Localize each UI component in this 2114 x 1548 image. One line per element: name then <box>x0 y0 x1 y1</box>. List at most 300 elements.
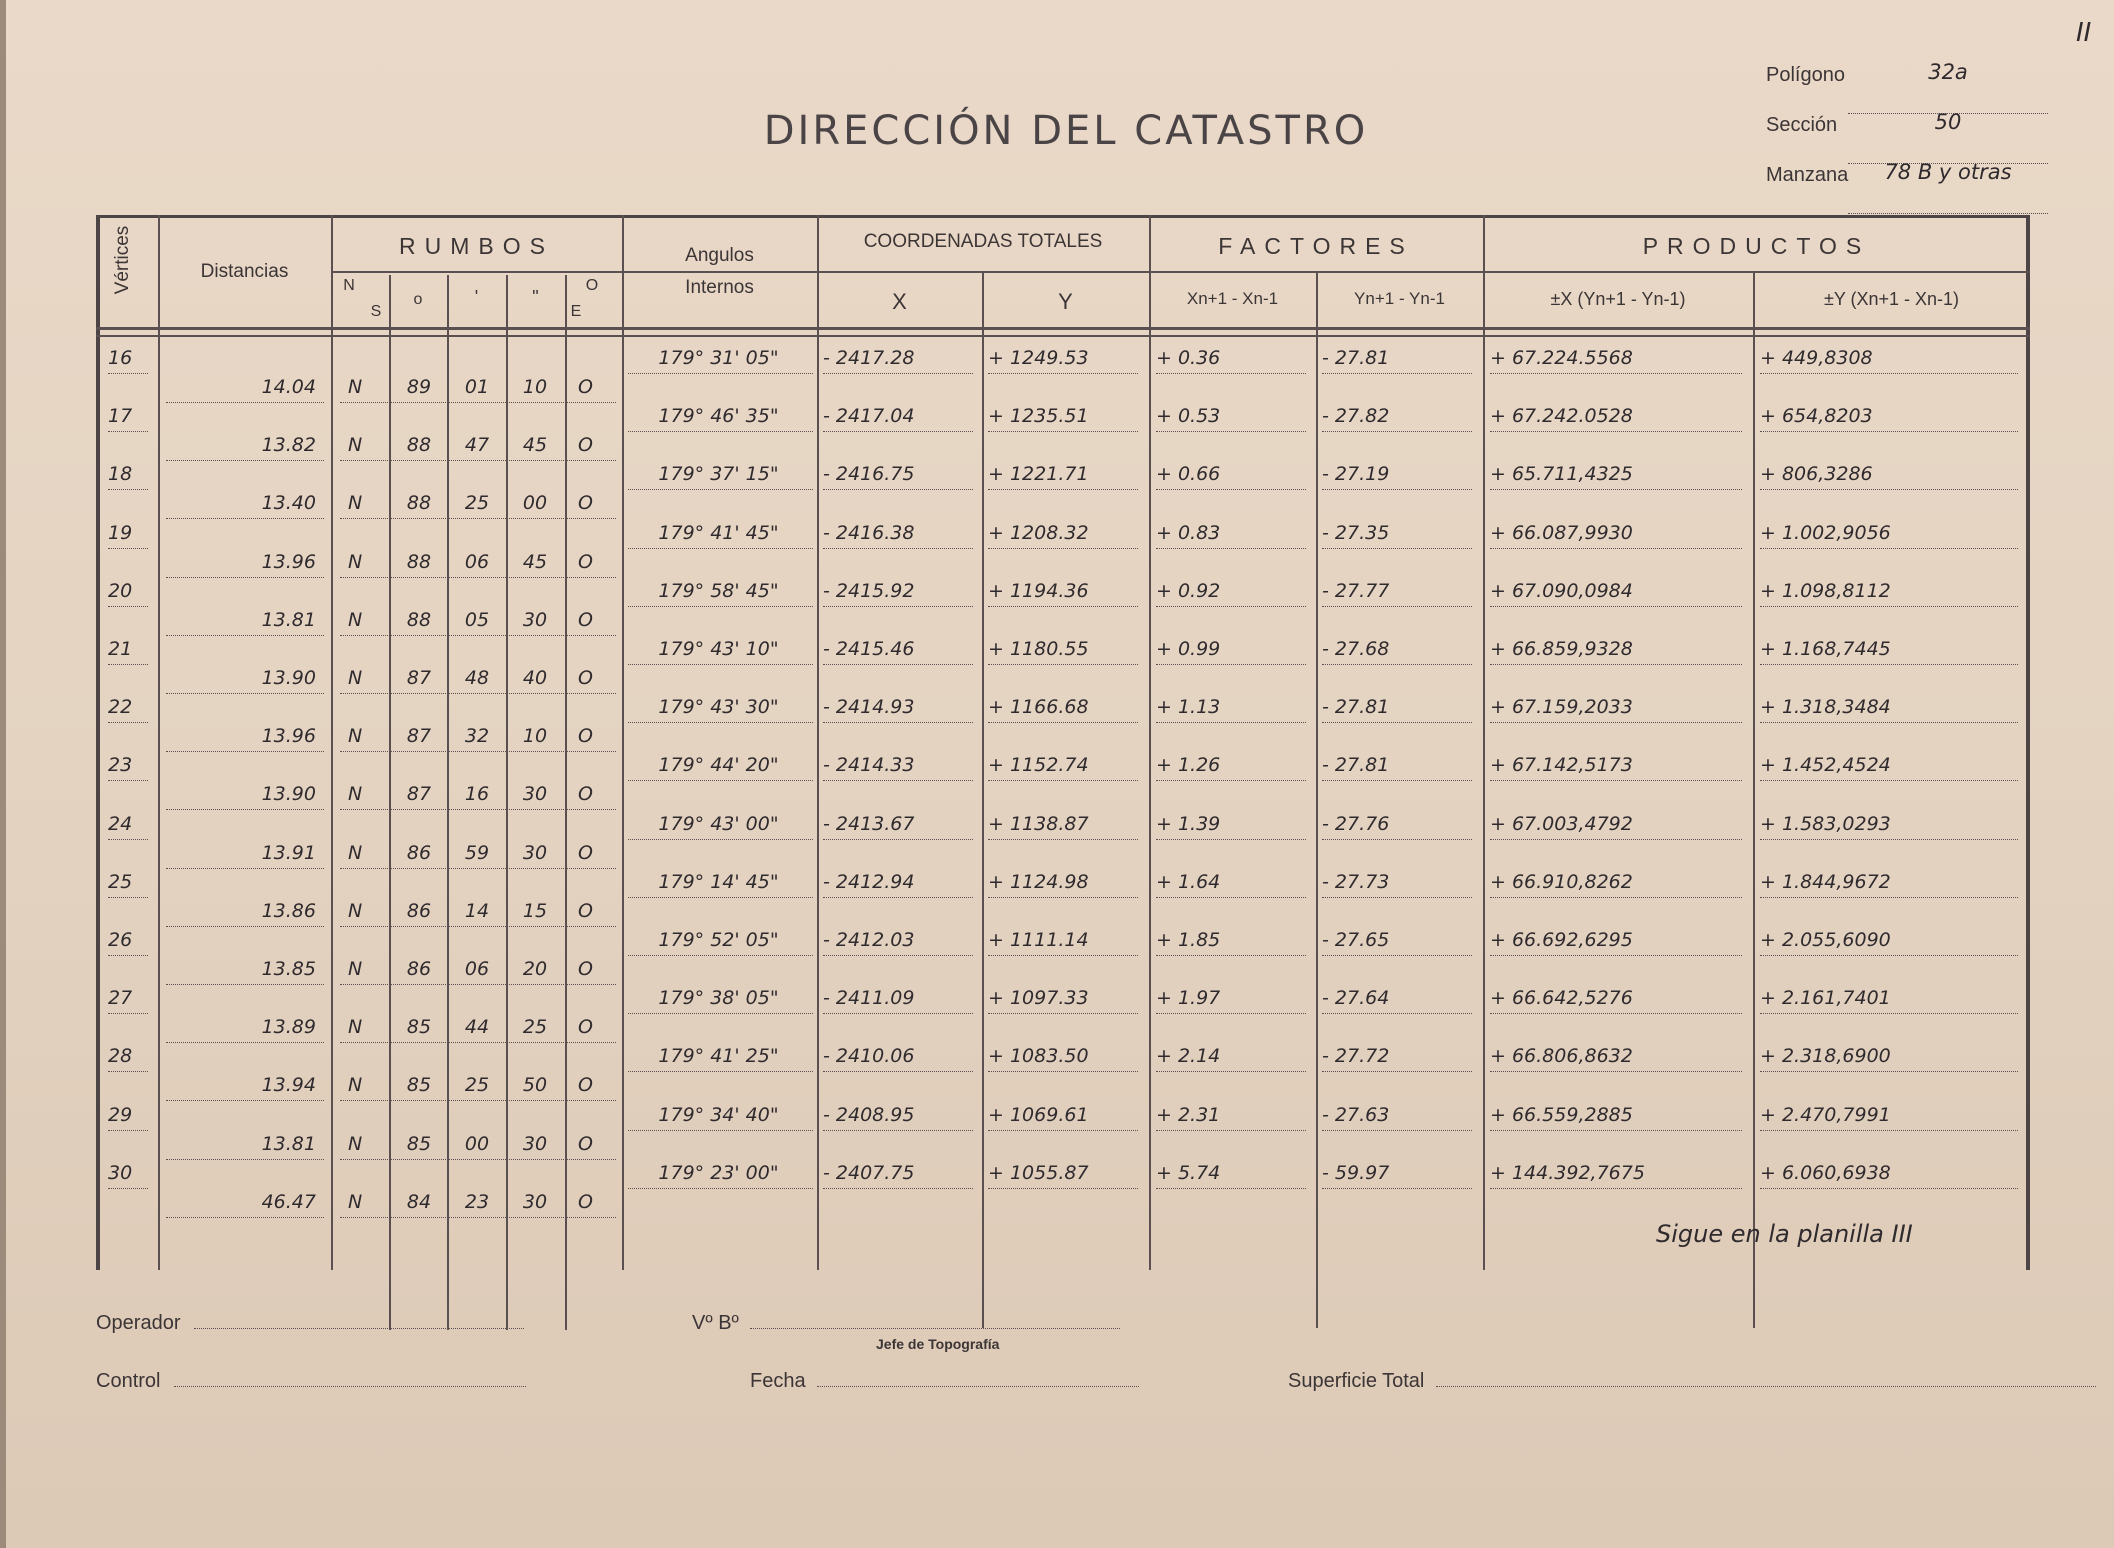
coord-x-underline <box>823 955 973 956</box>
producto-y-underline <box>1760 839 2018 840</box>
rumbo-degrees: 85 <box>406 1074 432 1097</box>
producto-x: + 67.224.5568 <box>1490 347 1633 369</box>
producto-y: + 1.452,4524 <box>1760 754 1891 777</box>
producto-y-underline <box>1760 664 2018 665</box>
rumbo-ns: N <box>348 667 363 689</box>
factor-x: + 0.83 <box>1156 521 1221 544</box>
producto-x: + 66.692,6295 <box>1490 929 1633 951</box>
rumbo-underline <box>340 1159 616 1160</box>
vertex-underline <box>108 897 148 898</box>
factor-x-underline <box>1156 1013 1306 1014</box>
rumbo-seconds: 30 <box>522 783 548 806</box>
producto-x-underline <box>1490 431 1742 432</box>
vertex-number: 29 <box>108 1103 133 1126</box>
factor-y: - 27.73 <box>1322 870 1390 893</box>
coord-y: + 1249.53 <box>988 347 1089 369</box>
coord-y-underline <box>988 780 1138 781</box>
producto-x-underline <box>1490 1188 1742 1189</box>
coord-y-underline <box>988 1130 1138 1131</box>
factor-y-underline <box>1322 664 1472 665</box>
angle-underline <box>628 1013 813 1014</box>
internal-angle: 179° 58' 45" <box>658 579 779 602</box>
vertex-number: 18 <box>108 463 133 486</box>
producto-x-underline <box>1490 780 1742 781</box>
rumbo-minutes: 06 <box>464 958 490 980</box>
rumbo-oe: O <box>578 841 593 864</box>
distance-underline <box>166 402 324 403</box>
distance-underline <box>166 984 324 985</box>
rumbo-degrees: 86 <box>406 899 432 922</box>
coord-x: - 2415.92 <box>823 579 915 602</box>
rumbo-seconds: 30 <box>522 841 548 864</box>
factor-x-underline <box>1156 548 1306 549</box>
rumbo-underline <box>340 926 616 927</box>
jefe-topografia-label: Jefe de Topografía <box>876 1336 1000 1352</box>
coord-x-underline <box>823 548 973 549</box>
vertex-underline <box>108 664 148 665</box>
coord-x: - 2407.75 <box>823 1161 915 1184</box>
internal-angle: 179° 43' 30" <box>658 696 779 719</box>
rumbo-oe: O <box>578 1190 593 1213</box>
distance-underline <box>166 926 324 927</box>
distance-underline <box>166 751 324 752</box>
producto-x: + 67.159,2033 <box>1490 696 1633 719</box>
vertex-underline <box>108 548 148 549</box>
factor-y-underline <box>1322 839 1472 840</box>
producto-y: + 6.060,6938 <box>1760 1161 1891 1184</box>
control-label: Control <box>96 1370 161 1392</box>
factor-x: + 1.39 <box>1156 812 1221 835</box>
producto-x: + 67.090,0984 <box>1490 579 1633 602</box>
producto-y-underline <box>1760 1013 2018 1014</box>
rumbo-underline <box>340 868 616 869</box>
rumbo-degrees: 86 <box>406 841 432 864</box>
coord-x-underline <box>823 1130 973 1131</box>
coord-x-underline <box>823 373 973 374</box>
producto-y-underline <box>1760 606 2018 607</box>
header-rumbos: RUMBOS <box>399 233 554 259</box>
rumbo-underline <box>340 1217 616 1218</box>
producto-y-underline <box>1760 955 2018 956</box>
header-rumbos-s: S <box>370 303 382 320</box>
coord-y: + 1138.87 <box>988 812 1089 835</box>
factor-x: + 1.26 <box>1156 754 1221 777</box>
rumbo-degrees: 88 <box>406 492 432 515</box>
vertex-underline <box>108 839 148 840</box>
factor-y: - 27.76 <box>1322 812 1390 835</box>
coord-x: - 2412.94 <box>823 870 915 893</box>
seccion-field <box>1766 110 1962 137</box>
seccion-label: Sección <box>1766 114 1838 136</box>
header-angulos-2: Internos <box>685 277 754 298</box>
factor-y: - 27.64 <box>1322 987 1390 1010</box>
vb-label: Vº Bº <box>692 1312 739 1334</box>
vertex-number: 24 <box>108 812 133 835</box>
coord-x-underline <box>823 839 973 840</box>
factor-y-underline <box>1322 373 1472 374</box>
producto-y: + 2.055,6090 <box>1760 929 1891 951</box>
factor-y-underline <box>1322 955 1472 956</box>
producto-y-underline <box>1760 897 2018 898</box>
distance-underline <box>166 693 324 694</box>
factor-y: - 27.81 <box>1322 347 1390 369</box>
angle-underline <box>628 489 813 490</box>
factor-x-underline <box>1156 955 1306 956</box>
coord-y: + 1083.50 <box>988 1045 1089 1068</box>
rumbo-oe: O <box>578 434 593 457</box>
rumbo-underline <box>340 1042 616 1043</box>
internal-angle: 179° 34' 40" <box>658 1103 779 1126</box>
operador-label: Operador <box>96 1312 181 1334</box>
factor-y: - 27.81 <box>1322 754 1390 777</box>
coord-y-underline <box>988 1188 1138 1189</box>
rumbo-underline <box>340 1100 616 1101</box>
rumbo-underline <box>340 402 616 403</box>
internal-angle: 179° 31' 05" <box>658 347 779 369</box>
header-productos: PRODUCTOS <box>1642 233 1871 259</box>
vertex-number: 16 <box>108 347 133 369</box>
distance: 13.85 <box>261 958 316 980</box>
coord-x-underline <box>823 606 973 607</box>
factor-y: - 27.81 <box>1322 696 1390 719</box>
factor-y-underline <box>1322 1188 1472 1189</box>
producto-x-underline <box>1490 606 1742 607</box>
coord-y: + 1055.87 <box>988 1161 1089 1184</box>
factor-y-underline <box>1322 1130 1472 1131</box>
producto-x: + 144.392,7675 <box>1490 1161 1645 1184</box>
coord-y: + 1208.32 <box>988 521 1089 544</box>
rumbo-underline <box>340 635 616 636</box>
rumbo-oe: O <box>578 783 593 806</box>
rumbo-underline <box>340 984 616 985</box>
header-coordenadas: COORDENADAS TOTALES <box>863 231 1103 252</box>
header-vertices: Vértices <box>112 225 133 295</box>
rumbo-oe: O <box>578 725 593 748</box>
poligono-label: Polígono <box>1766 64 1845 86</box>
rumbo-ns: N <box>348 434 363 457</box>
coord-x: - 2410.06 <box>823 1045 915 1068</box>
angle-underline <box>628 1071 813 1072</box>
rumbo-degrees: 88 <box>406 608 432 631</box>
vertex-number: 25 <box>108 870 133 893</box>
producto-y: + 1.098,8112 <box>1760 579 1891 602</box>
distance-underline <box>166 1100 324 1101</box>
rumbo-underline <box>340 518 616 519</box>
survey-table <box>96 215 2030 1270</box>
manzana-value: 78 B y otras <box>1884 160 2012 184</box>
distance-underline <box>166 460 324 461</box>
internal-angle: 179° 41' 45" <box>658 521 779 544</box>
rumbo-oe: O <box>578 376 593 398</box>
superficie-label: Superficie Total <box>1288 1370 1425 1392</box>
rumbo-minutes: 01 <box>464 376 490 398</box>
producto-y: + 1.583,0293 <box>1760 812 1891 835</box>
rumbo-oe: O <box>578 492 593 515</box>
coord-x: - 2416.38 <box>823 521 915 544</box>
header-px: ±X (Yn+1 - Yn-1) <box>1550 289 1686 309</box>
producto-y-underline <box>1760 1130 2018 1131</box>
producto-y: + 2.470,7991 <box>1760 1103 1891 1126</box>
angle-underline <box>628 1130 813 1131</box>
producto-y: + 1.168,7445 <box>1760 638 1891 660</box>
internal-angle: 179° 52' 05" <box>658 929 779 951</box>
producto-y: + 449,8308 <box>1760 347 1873 369</box>
factor-x-underline <box>1156 664 1306 665</box>
angle-underline <box>628 664 813 665</box>
coord-y: + 1194.36 <box>988 579 1089 602</box>
angle-underline <box>628 1188 813 1189</box>
factor-x: + 0.36 <box>1156 347 1221 369</box>
vertex-underline <box>108 1188 148 1189</box>
rumbo-ns: N <box>348 783 363 806</box>
distance: 13.89 <box>261 1016 316 1039</box>
factor-x: + 0.66 <box>1156 463 1221 486</box>
distance: 13.86 <box>261 899 316 922</box>
producto-x: + 66.087,9930 <box>1490 521 1633 544</box>
header-py: ±Y (Xn+1 - Xn-1) <box>1823 289 1960 309</box>
factor-y-underline <box>1322 1071 1472 1072</box>
rumbo-oe: O <box>578 1132 593 1155</box>
factor-x-underline <box>1156 373 1306 374</box>
vb-field <box>692 1310 1120 1335</box>
header-rumbos-min: ' <box>474 287 479 307</box>
producto-x: + 66.910,8262 <box>1490 870 1633 893</box>
coord-x: - 2413.67 <box>823 812 915 835</box>
producto-x: + 67.242.0528 <box>1490 405 1633 428</box>
coord-x-underline <box>823 1071 973 1072</box>
factor-x: + 0.99 <box>1156 638 1221 660</box>
distance: 46.47 <box>261 1190 316 1213</box>
coord-y-underline <box>988 548 1138 549</box>
producto-y-underline <box>1760 780 2018 781</box>
vertex-number: 27 <box>108 987 133 1010</box>
factor-x-underline <box>1156 489 1306 490</box>
vertex-underline <box>108 431 148 432</box>
coord-x-underline <box>823 897 973 898</box>
rumbo-seconds: 30 <box>522 1190 548 1213</box>
rumbo-oe: O <box>578 1016 593 1039</box>
poligono-field <box>1766 60 1968 87</box>
distance: 14.04 <box>261 376 316 398</box>
seccion-value: 50 <box>1934 110 1962 134</box>
header-angulos-1: Angulos <box>685 245 754 266</box>
rumbo-minutes: 48 <box>464 667 490 689</box>
producto-y: + 1.002,9056 <box>1760 521 1891 544</box>
vertex-number: 17 <box>108 405 133 428</box>
distance: 13.96 <box>261 725 316 748</box>
factor-x-underline <box>1156 1188 1306 1189</box>
rumbo-oe: O <box>578 608 593 631</box>
coord-x-underline <box>823 664 973 665</box>
coord-y-underline <box>988 1071 1138 1072</box>
rumbo-minutes: 32 <box>464 725 490 748</box>
header-rumbos-sec: " <box>532 287 539 307</box>
producto-x: + 67.003,4792 <box>1490 812 1633 835</box>
header-rumbos-n: N <box>343 277 355 294</box>
producto-y: + 1.844,9672 <box>1760 870 1891 893</box>
superficie-field <box>1288 1368 2096 1393</box>
rumbo-degrees: 89 <box>406 376 432 398</box>
factor-y: - 27.35 <box>1322 521 1390 544</box>
angle-underline <box>628 606 813 607</box>
rumbo-seconds: 30 <box>522 608 548 631</box>
producto-x-underline <box>1490 722 1742 723</box>
rumbo-ns: N <box>348 1132 363 1155</box>
internal-angle: 179° 14' 45" <box>658 870 779 893</box>
poligono-value: 32a <box>1928 60 1968 84</box>
rumbo-minutes: 59 <box>464 841 490 864</box>
producto-x: + 67.142,5173 <box>1490 754 1633 777</box>
producto-x-underline <box>1490 489 1742 490</box>
coord-y-underline <box>988 606 1138 607</box>
angle-underline <box>628 431 813 432</box>
distance: 13.82 <box>261 434 316 457</box>
rumbo-degrees: 87 <box>406 667 432 689</box>
rumbo-minutes: 14 <box>464 899 490 922</box>
factor-x: + 1.64 <box>1156 870 1221 893</box>
producto-x: + 65.711,4325 <box>1490 463 1633 486</box>
form-title: DIRECCIÓN DEL CATASTRO <box>763 108 1369 154</box>
rumbo-oe: O <box>578 1074 593 1097</box>
coord-y: + 1111.14 <box>988 929 1089 951</box>
coord-x-underline <box>823 1188 973 1189</box>
coord-y: + 1235.51 <box>988 405 1089 428</box>
manzana-label: Manzana <box>1766 164 1849 186</box>
vertex-underline <box>108 373 148 374</box>
header-fy: Yn+1 - Yn-1 <box>1354 289 1445 308</box>
producto-x-underline <box>1490 373 1742 374</box>
rumbo-seconds: 10 <box>522 376 548 398</box>
distance-underline <box>166 518 324 519</box>
producto-x-underline <box>1490 1130 1742 1131</box>
vertex-underline <box>108 489 148 490</box>
producto-y: + 2.161,7401 <box>1760 987 1891 1010</box>
vertex-number: 26 <box>108 929 133 951</box>
rumbo-underline <box>340 577 616 578</box>
rumbo-seconds: 15 <box>522 899 548 922</box>
producto-y-underline <box>1760 431 2018 432</box>
rumbo-ns: N <box>348 492 363 515</box>
factor-y: - 27.63 <box>1322 1103 1390 1126</box>
header-distancias: Distancias <box>200 261 289 282</box>
vertex-underline <box>108 1130 148 1131</box>
rumbo-ns: N <box>348 1190 363 1213</box>
factor-y-underline <box>1322 722 1472 723</box>
vertex-number: 21 <box>108 638 133 660</box>
rumbo-ns: N <box>348 376 363 398</box>
factor-x: + 1.13 <box>1156 696 1221 719</box>
internal-angle: 179° 43' 10" <box>658 638 779 660</box>
angle-underline <box>628 373 813 374</box>
coord-x-underline <box>823 431 973 432</box>
header-rumbos-o: O <box>585 277 599 294</box>
vertex-number: 23 <box>108 754 133 777</box>
rumbo-minutes: 47 <box>464 434 490 457</box>
factor-x: + 0.92 <box>1156 579 1221 602</box>
distance-underline <box>166 1159 324 1160</box>
factor-y-underline <box>1322 1013 1472 1014</box>
rumbo-minutes: 23 <box>464 1190 490 1213</box>
factor-y-underline <box>1322 780 1472 781</box>
rumbo-degrees: 87 <box>406 725 432 748</box>
rumbo-underline <box>340 460 616 461</box>
producto-x-underline <box>1490 839 1742 840</box>
rumbo-seconds: 45 <box>522 550 548 573</box>
factor-y-underline <box>1322 431 1472 432</box>
rumbo-seconds: 30 <box>522 1132 548 1155</box>
rumbo-ns: N <box>348 1016 363 1039</box>
producto-x-underline <box>1490 955 1742 956</box>
vertex-number: 19 <box>108 521 133 544</box>
factor-x: + 5.74 <box>1156 1161 1221 1184</box>
distance-underline <box>166 809 324 810</box>
coord-x: - 2411.09 <box>823 987 915 1010</box>
factor-x: + 1.85 <box>1156 929 1221 951</box>
distance: 13.81 <box>261 608 316 631</box>
distance: 13.90 <box>261 783 316 806</box>
vertex-number: 28 <box>108 1045 133 1068</box>
angle-underline <box>628 839 813 840</box>
producto-x: + 66.642,5276 <box>1490 987 1633 1010</box>
rumbo-underline <box>340 809 616 810</box>
vertex-number: 20 <box>108 579 133 602</box>
factor-y: - 27.68 <box>1322 638 1390 660</box>
coord-y-underline <box>988 722 1138 723</box>
factor-y: - 27.19 <box>1322 463 1390 486</box>
rumbo-degrees: 88 <box>406 550 432 573</box>
header-rumbos-e: E <box>570 303 582 320</box>
rumbo-ns: N <box>348 958 363 980</box>
fecha-field <box>750 1368 1139 1393</box>
fecha-label: Fecha <box>750 1370 806 1392</box>
factor-x-underline <box>1156 606 1306 607</box>
rumbo-oe: O <box>578 667 593 689</box>
producto-y-underline <box>1760 489 2018 490</box>
rumbo-degrees: 84 <box>406 1190 432 1213</box>
rumbo-seconds: 25 <box>522 1016 548 1039</box>
header-y: Y <box>1058 289 1073 314</box>
coord-x-underline <box>823 780 973 781</box>
distance-underline <box>166 1217 324 1218</box>
angle-underline <box>628 955 813 956</box>
rumbo-degrees: 87 <box>406 783 432 806</box>
rumbo-ns: N <box>348 725 363 748</box>
coord-x: - 2414.93 <box>823 696 915 719</box>
distance: 13.90 <box>261 667 316 689</box>
distance: 13.96 <box>261 550 316 573</box>
rumbo-minutes: 00 <box>464 1132 490 1155</box>
coord-y-underline <box>988 664 1138 665</box>
coord-x: - 2416.75 <box>823 463 915 486</box>
coord-y-underline <box>988 489 1138 490</box>
internal-angle: 179° 46' 35" <box>658 405 779 428</box>
producto-x-underline <box>1490 548 1742 549</box>
coord-y-underline <box>988 431 1138 432</box>
rumbo-degrees: 85 <box>406 1132 432 1155</box>
rumbo-oe: O <box>578 899 593 922</box>
producto-x-underline <box>1490 1071 1742 1072</box>
coord-y-underline <box>988 839 1138 840</box>
factor-y-underline <box>1322 489 1472 490</box>
distance-underline <box>166 635 324 636</box>
angle-underline <box>628 897 813 898</box>
angle-underline <box>628 722 813 723</box>
coord-x-underline <box>823 489 973 490</box>
coord-y: + 1069.61 <box>988 1103 1089 1126</box>
coord-y: + 1097.33 <box>988 987 1089 1010</box>
producto-y-underline <box>1760 373 2018 374</box>
vertex-underline <box>108 722 148 723</box>
